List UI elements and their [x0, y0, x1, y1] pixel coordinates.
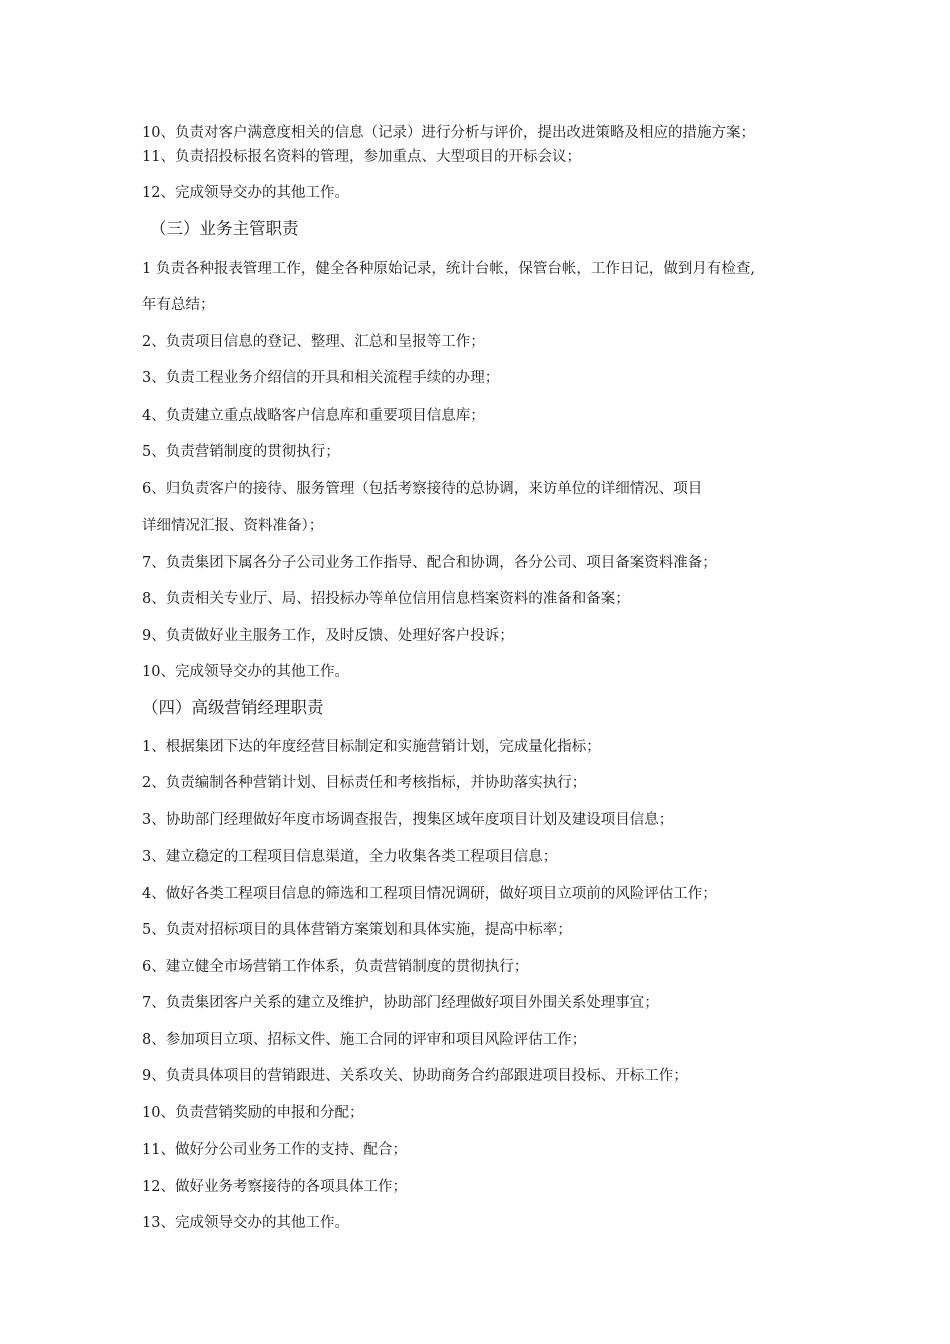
- paragraph-line: 4、做好各类工程项目信息的筛选和工程项目情况调研，做好项目立项前的风险评估工作；: [142, 886, 717, 902]
- paragraph-line: 10、负责营销奖励的申报和分配；: [142, 1105, 364, 1121]
- section-heading: （三）业务主管职责: [150, 219, 299, 238]
- paragraph-line: 12、做好业务考察接待的各项具体工作；: [142, 1179, 407, 1195]
- paragraph-line: 9、负责具体项目的营销跟进、关系攻关、协助商务合约部跟进项目投标、开标工作；: [142, 1068, 688, 1084]
- paragraph-line: 11、负责招投标报名资料的管理，参加重点、大型项目的开标会议；: [142, 149, 581, 165]
- section-heading: （四）高级营销经理职责: [142, 698, 324, 717]
- paragraph-line: 8、参加项目立项、招标文件、施工合同的评审和项目风险评估工作；: [142, 1032, 587, 1048]
- paragraph-line: 5、负责对招标项目的具体营销方案策划和具体实施，提高中标率；: [142, 922, 572, 938]
- paragraph-line: 6、建立健全市场营销工作体系，负责营销制度的贯彻执行；: [142, 959, 529, 975]
- paragraph-line: 3、负责工程业务介绍信的开具和相关流程手续的办理；: [142, 370, 500, 386]
- paragraph-line: 6、归负责客户的接待、服务管理（包括考察接待的总协调，来访单位的详细情况、项目: [142, 481, 703, 497]
- paragraph-line: 10、完成领导交办的其他工作。: [142, 664, 349, 680]
- paragraph-line: 13、完成领导交办的其他工作。: [142, 1215, 349, 1231]
- paragraph-line: 2、负责项目信息的登记、整理、汇总和呈报等工作；: [142, 334, 485, 350]
- paragraph-line: 8、负责相关专业厅、局、招投标办等单位信用信息档案资料的准备和备案；: [142, 591, 630, 607]
- paragraph-line: 年有总结；: [142, 297, 215, 313]
- paragraph-line: 2、负责编制各种营销计划、目标责任和考核指标，并协助落实执行；: [142, 775, 587, 791]
- paragraph-line: 3、协助部门经理做好年度市场调查报告，搜集区域年度项目计划及建设项目信息；: [142, 812, 674, 828]
- paragraph-line: 5、负责营销制度的贯彻执行；: [142, 444, 340, 460]
- paragraph-line: 3、建立稳定的工程项目信息渠道，全力收集各类工程项目信息；: [142, 849, 558, 865]
- paragraph-line: 详细情况汇报、资料准备）；: [142, 518, 324, 534]
- paragraph-line: 4、负责建立重点战略客户信息库和重要项目信息库；: [142, 408, 485, 424]
- paragraph-line: 12、完成领导交办的其他工作。: [142, 185, 349, 201]
- paragraph-line: 1 负责各种报表管理工作，健全各种原始记录，统计台帐，保管台帐，工作日记，做到月有检查,: [142, 261, 755, 277]
- paragraph-line: 11、做好分公司业务工作的支持、配合；: [142, 1142, 407, 1158]
- paragraph-line: 7、负责集团下属各分子公司业务工作指导、配合和协调，各分公司、项目备案资料准备；: [142, 555, 717, 571]
- paragraph-line: 7、负责集团客户关系的建立及维护，协助部门经理做好项目外围关系处理事宜；: [142, 995, 659, 1011]
- paragraph-line: 9、负责做好业主服务工作，及时反馈、处理好客户投诉；: [142, 628, 514, 644]
- paragraph-line: 10、负责对客户满意度相关的信息（记录）进行分析与评价，提出改进策略及相应的措施方案；: [142, 125, 755, 141]
- paragraph-line: 1、根据集团下达的年度经营目标制定和实施营销计划，完成量化指标；: [142, 739, 601, 755]
